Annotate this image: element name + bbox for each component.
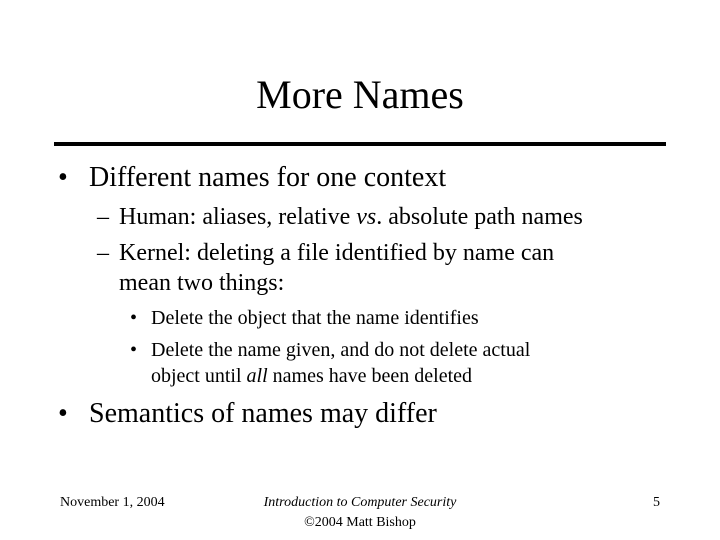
subitem-kernel-line2: mean two things: — [119, 270, 285, 296]
page-number: 5 — [653, 495, 660, 510]
subitem-human-text-end: . absolute path names — [376, 204, 583, 230]
footer-course: Introduction to Computer Security — [263, 495, 457, 510]
title-divider — [54, 142, 666, 146]
slide-title: More Names — [256, 72, 464, 117]
subitem-human-italic: vs — [356, 204, 377, 230]
subsubitem-delete-object-text: Delete the object that the name identifies — [151, 307, 479, 329]
subsubitem-delete-name-line2 — [151, 362, 472, 390]
dash-marker: – — [97, 204, 109, 230]
footer-date: November 1, 2004 — [60, 495, 165, 510]
bullet-marker: • — [58, 398, 68, 429]
bullet-marker: • — [130, 339, 138, 361]
subitem-kernel-line1: Kernel: deleting a file identified by name can — [119, 240, 555, 266]
line2-end: names have been deleted — [267, 365, 473, 387]
bullet-marker: • — [130, 307, 138, 329]
subitem-human-text-start: Human: aliases, relative — [119, 204, 357, 230]
line2-start: object until — [151, 365, 247, 387]
subitem-human-text — [119, 200, 583, 234]
bullet-2-text: Semantics of names may differ — [89, 398, 437, 429]
subsubitem-delete-name-line1: Delete the name given, and do not delete actual — [151, 339, 531, 361]
footer-copyright: ©2004 Matt Bishop — [304, 515, 416, 530]
dash-marker: – — [97, 240, 109, 266]
bullet-1-text: Different names for one context — [89, 162, 447, 193]
bullet-marker: • — [58, 162, 68, 193]
line2-italic: all — [246, 365, 268, 387]
